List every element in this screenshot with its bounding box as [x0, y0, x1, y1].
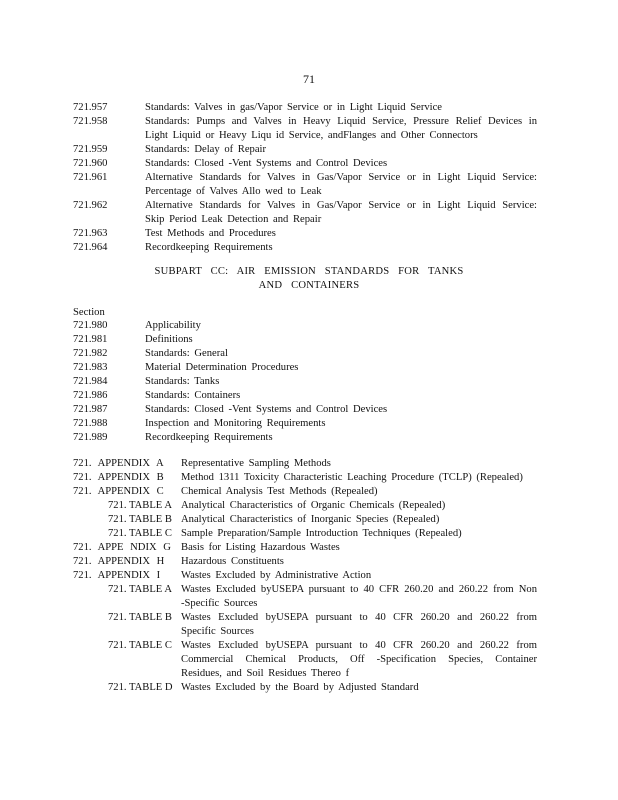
toc-row	[0, 199, 618, 227]
section-title: Alternative Standards for Valves in Gas/Vapor Service or in Light Liquid Service: Percentage of Valves Allo wed to Leak	[145, 172, 537, 197]
table-entry-row	[0, 681, 618, 695]
subpart-heading-line1: SUBPART CC: AIR EMISSION STANDARDS FOR TANKS	[154, 266, 464, 277]
table-entry-row	[0, 583, 618, 611]
section-list-bb	[0, 101, 618, 255]
section-number: 721.962	[73, 200, 108, 211]
toc-row	[0, 333, 618, 347]
appendix-row	[0, 471, 618, 485]
table-entry-row	[0, 527, 618, 541]
toc-row	[0, 157, 618, 171]
section-title: Standards: Closed -Vent Systems and Control Devices	[145, 404, 388, 415]
section-number: 721.959	[73, 144, 108, 155]
section-list-cc	[0, 319, 618, 445]
toc-row	[0, 241, 618, 255]
section-number: 721.960	[73, 158, 108, 169]
section-title: Recordkeeping Requirements	[145, 432, 273, 443]
section-title: Standards: Tanks	[145, 376, 220, 387]
section-number: 721.986	[73, 390, 108, 401]
section-number: 721.984	[73, 376, 108, 387]
appendix-row	[0, 569, 618, 583]
toc-row	[0, 347, 618, 361]
table-title: Wastes Excluded byUSEPA pursuant to 40 CFR 260.20 and 260.22 from Commercial Chemical Products, Off -Specification Species, Container Residues, and Soil Residues Thereo f	[181, 640, 537, 679]
section-number: 721.963	[73, 228, 108, 239]
appendix-number: 721. APPE NDIX G	[73, 542, 171, 553]
table-title: Analytical Characteristics of Organic Chemicals (Repealed)	[181, 500, 446, 511]
section-number: 721.981	[73, 334, 108, 345]
appendix-title: Basis for Listing Hazardous Wastes	[181, 542, 340, 553]
toc-row	[0, 375, 618, 389]
toc-row	[0, 361, 618, 375]
appendix-number: 721. APPENDIX B	[73, 472, 164, 483]
table-title: Wastes Excluded byUSEPA pursuant to 40 CFR 260.20 and 260.22 from Specific Sources	[181, 612, 537, 637]
table-number: 721. TABLE A	[108, 584, 172, 595]
table-number: 721. TABLE B	[108, 514, 172, 525]
table-entry-row	[0, 513, 618, 527]
table-title: Wastes Excluded by the Board by Adjusted Standard	[181, 682, 419, 693]
table-title: Analytical Characteristics of Inorganic Species (Repealed)	[181, 514, 440, 525]
section-title: Alternative Standards for Valves in Gas/Vapor Service or in Light Liquid Service: Skip Period Leak Detection and Repair	[145, 200, 537, 225]
appendix-row	[0, 541, 618, 555]
page-number: 71	[303, 72, 315, 86]
table-number: 721. TABLE C	[108, 640, 172, 651]
section-title: Standards: Containers	[145, 390, 241, 401]
appendix-row	[0, 457, 618, 471]
appendix-title: Method 1311 Toxicity Characteristic Leaching Procedure (TCLP) (Repealed)	[181, 472, 523, 483]
toc-row	[0, 319, 618, 333]
section-title: Test Methods and Procedures	[145, 228, 276, 239]
table-entry-row	[0, 499, 618, 513]
subpart-heading	[0, 265, 618, 293]
subpart-heading-line2: AND CONTAINERS	[258, 280, 360, 291]
section-number: 721.983	[73, 362, 108, 373]
appendix-row	[0, 485, 618, 499]
table-number: 721. TABLE C	[108, 528, 172, 539]
section-column-label: Section	[73, 307, 105, 318]
toc-row	[0, 115, 618, 143]
appendix-title: Representative Sampling Methods	[181, 458, 331, 469]
table-number: 721. TABLE B	[108, 612, 172, 623]
table-entry-row	[0, 611, 618, 639]
section-number: 721.988	[73, 418, 108, 429]
appendix-title: Chemical Analysis Test Methods (Repealed)	[181, 486, 378, 497]
section-number: 721.980	[73, 320, 108, 331]
appendix-number: 721. APPENDIX A	[73, 458, 164, 469]
appendix-row	[0, 555, 618, 569]
section-title: Recordkeeping Requirements	[145, 242, 273, 253]
section-title: Definitions	[145, 334, 193, 345]
section-number: 721.987	[73, 404, 108, 415]
section-number: 721.958	[73, 116, 108, 127]
section-title: Standards: General	[145, 348, 228, 359]
section-number: 721.982	[73, 348, 108, 359]
section-title: Standards: Valves in gas/Vapor Service or in Light Liquid Service	[145, 102, 443, 113]
section-title: Applicability	[145, 320, 201, 331]
toc-row	[0, 227, 618, 241]
toc-row	[0, 143, 618, 157]
section-title: Material Determination Procedures	[145, 362, 299, 373]
appendix-title: Wastes Excluded by Administrative Action	[181, 570, 372, 581]
toc-row	[0, 431, 618, 445]
toc-row	[0, 171, 618, 199]
section-number: 721.961	[73, 172, 108, 183]
table-title: Wastes Excluded byUSEPA pursuant to 40 CFR 260.20 and 260.22 from Non -Specific Sources	[181, 584, 537, 609]
table-number: 721. TABLE D	[108, 682, 173, 693]
section-number: 721.989	[73, 432, 108, 443]
appendix-title: Hazardous Constituents	[181, 556, 284, 567]
section-title: Standards: Delay of Repair	[145, 144, 267, 155]
table-number: 721. TABLE A	[108, 500, 172, 511]
section-number: 721.964	[73, 242, 108, 253]
appendix-list	[0, 457, 618, 695]
appendix-number: 721. APPENDIX C	[73, 486, 164, 497]
appendix-number: 721. APPENDIX H	[73, 556, 165, 567]
toc-row	[0, 417, 618, 431]
appendix-number: 721. APPENDIX I	[73, 570, 161, 581]
toc-row	[0, 101, 618, 115]
toc-row	[0, 389, 618, 403]
section-title: Inspection and Monitoring Requirements	[145, 418, 326, 429]
toc-row	[0, 403, 618, 417]
section-title: Standards: Closed -Vent Systems and Control Devices	[145, 158, 388, 169]
table-title: Sample Preparation/Sample Introduction Techniques (Repealed)	[181, 528, 462, 539]
section-title: Standards: Pumps and Valves in Heavy Liquid Service, Pressure Relief Devices in Light Liquid or Heavy Liqu id Service, andFlanges and Other Connectors	[145, 116, 537, 141]
section-number: 721.957	[73, 102, 108, 113]
table-entry-row	[0, 639, 618, 681]
